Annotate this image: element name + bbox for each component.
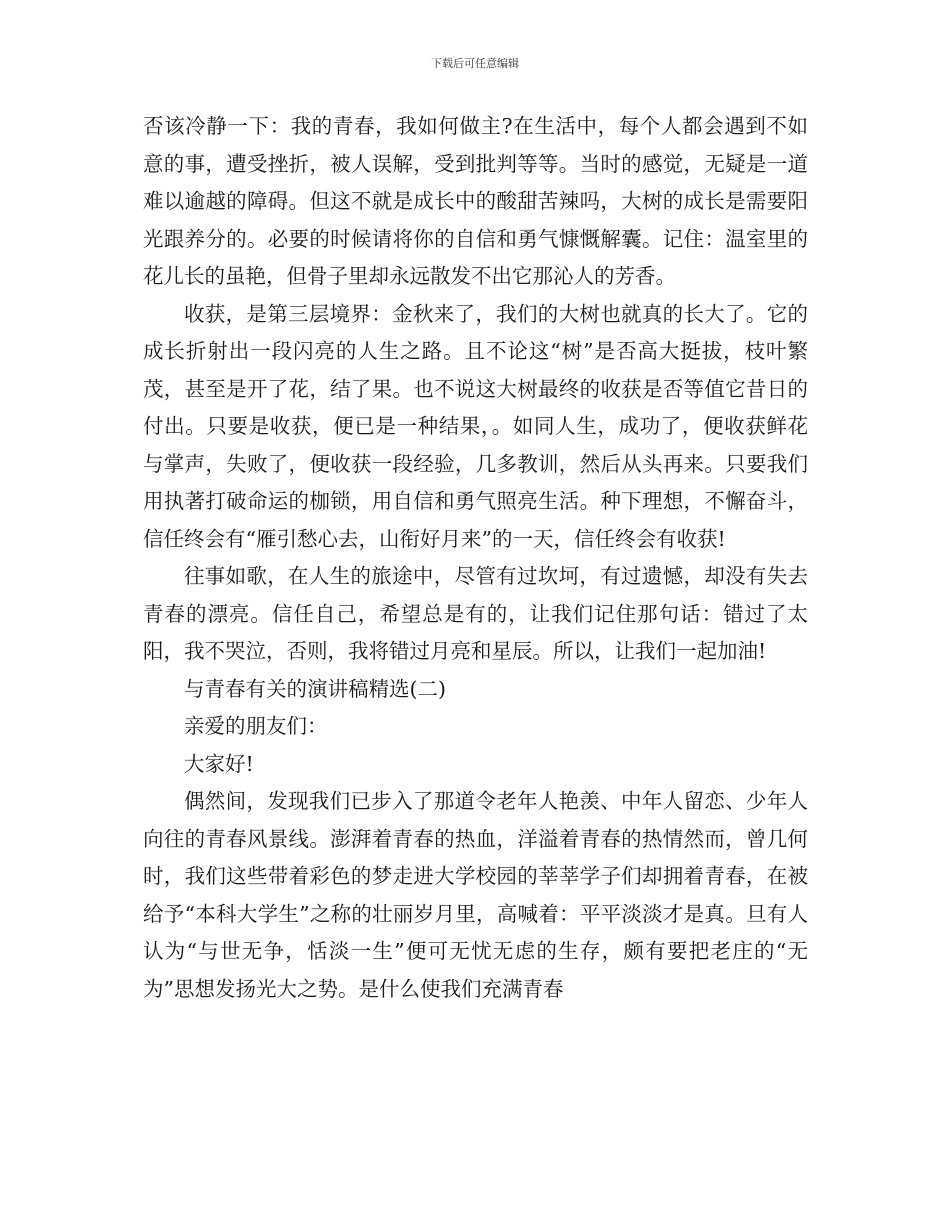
document-body <box>143 108 808 1008</box>
paragraph: 否该冷静一下：我的青春，我如何做主?在生活中，每个人都会遇到不如意的事，遭受挫折，被人误解，受到批判等等。当时的感觉，无疑是一道难以逾越的障碍。但这不就是成长中的酸甜苦辣吗，大树的成长是需要阳光跟养分的。必要的时候请将你的自信和勇气慷慨解囊。记住：温室里的花儿长的虽艳，但骨子里却永远散发不出它那沁人的芳香。 <box>143 114 808 288</box>
greeting: 大家好! <box>184 751 254 776</box>
salutation: 亲爱的朋友们： <box>184 714 328 738</box>
page-header-note: 下载后可任意编辑 <box>431 57 519 70</box>
paragraph: 收获，是第三层境界：金秋来了，我们的大树也就真的长大了。它的成长折射出一段闪亮的人生之路。且不论这“树”是否高大挺拔，枝叶繁茂，甚至是开了花，结了果。也不说这大树最终的收获是否等值它昔日的付出。只要是收获，便已是一种结果，。如同人生，成功了，便收获鲜花与掌声，失败了，便收获一段经验，几多教训，然后从头再来。只要我们用执著打破命运的枷锁，用自信和勇气照亮生活。种下理想，不懈奋斗，信任终会有“雁引愁心去，山衔好月来”的一天，信任终会有收获! <box>143 301 808 551</box>
paragraph: 往事如歌，在人生的旅途中，尽管有过坎坷，有过遗憾，却没有失去青春的漂亮。信任自己，希望总是有的，让我们记住那句话：错过了太阳，我不哭泣，否则，我将错过月亮和星辰。所以，让我们一起加油! <box>143 564 808 663</box>
section-heading: 与青春有关的演讲稿精选(二) <box>184 676 446 701</box>
paragraph: 偶然间，发现我们已步入了那道令老年人艳羡、中年人留恋、少年人向往的青春风景线。澎湃着青春的热血，洋溢着青春的热情然而，曾几何时，我们这些带着彩色的梦走进大学校园的莘莘学子们却拥着青春，在被给予“本科大学生”之称的壮丽岁月里，高喊着：平平淡淡才是真。旦有人认为“与世无争，恬淡一生”便可无忧无虑的生存，颇有要把老庄的“无为”思想发扬光大之势。是什么使我们充满青春 <box>143 789 808 1001</box>
